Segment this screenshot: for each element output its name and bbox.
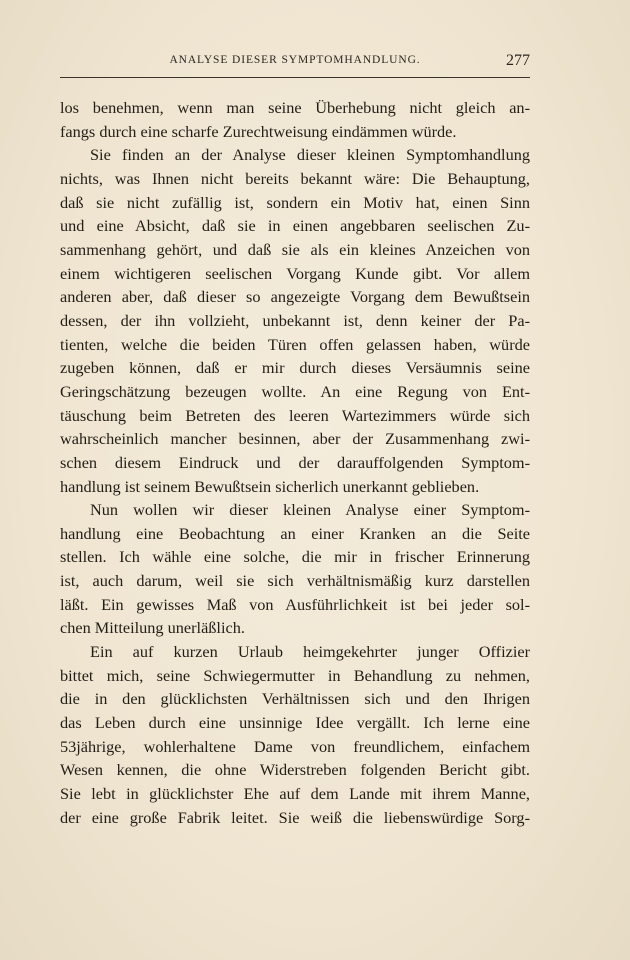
- page-number: 277: [506, 52, 530, 69]
- text-line: und eine Absicht, daß sie in einen angebbaren seelischen Zu-: [60, 216, 530, 236]
- text-line: einem wichtigeren seelischen Vorgang Kunde gibt. Vor allem: [60, 263, 530, 283]
- text-line: fangs durch eine scharfe Zurechtweisung eindämmen würde.: [60, 121, 457, 141]
- text-line: täuschung beim Betreten des leeren Wartezimmers würde sich: [60, 405, 530, 425]
- text-line: 53jährige, wohlerhaltene Dame von freundlichem, einfachem: [60, 736, 530, 756]
- page-header: [60, 52, 530, 74]
- text-line: läßt. Ein gewisses Maß von Ausführlichkeit ist bei jeder sol-: [60, 594, 530, 614]
- text-line: Wesen kennen, die ohne Widerstreben folgenden Bericht gibt.: [60, 760, 530, 780]
- text-line: schen diesem Eindruck und der darauffolgenden Symptom-: [60, 452, 530, 472]
- text-line: Sie lebt in glücklichster Ehe auf dem Lande mit ihrem Manne,: [60, 784, 530, 804]
- header-rule: [60, 77, 530, 78]
- text-line: stellen. Ich wähle eine solche, die mir in frischer Erinnerung: [60, 547, 530, 567]
- text-line: Ein auf kurzen Urlaub heimgekehrter junger Offizier: [90, 642, 530, 662]
- text-line: Geringschätzung bezeugen wollte. An eine Regung von Ent-: [60, 381, 530, 401]
- text-line: wahrscheinlich mancher besinnen, aber der Zusammenhang zwi-: [60, 429, 530, 449]
- text-line: die in den glücklichsten Verhältnissen sich und den Ihrigen: [60, 689, 530, 709]
- text-line: nichts, was Ihnen nicht bereits bekannt wäre: Die Behauptung,: [60, 168, 530, 188]
- text-line: tienten, welche die beiden Türen offen gelassen haben, würde: [60, 334, 530, 354]
- text-line: das Leben durch eine unsinnige Idee vergällt. Ich lerne eine: [60, 713, 530, 733]
- text-line: ist, auch darum, weil sie sich verhältnismäßig kurz darstellen: [60, 571, 530, 591]
- text-line: anderen aber, daß dieser so angezeigte Vorgang dem Bewußtsein: [60, 287, 530, 307]
- running-head: ANALYSE DIESER SYMPTOMHANDLUNG.: [169, 54, 421, 66]
- body-text: [60, 96, 530, 829]
- text-line: daß sie nicht zufällig ist, sondern ein Motiv hat, einen Sinn: [60, 192, 530, 212]
- text-line: handlung eine Beobachtung an einer Kranken an die Seite: [60, 523, 530, 543]
- text-line: bittet mich, seine Schwiegermutter in Behandlung zu nehmen,: [60, 665, 530, 685]
- text-line: Nun wollen wir dieser kleinen Analyse einer Symptom-: [90, 500, 530, 520]
- text-line: handlung ist seinem Bewußtsein sicherlich unerkannt geblieben.: [60, 476, 480, 496]
- text-line: sammenhang gehört, und daß sie als ein kleines Anzeichen von: [60, 239, 530, 259]
- text-line: los benehmen, wenn man seine Überhebung nicht gleich an-: [60, 98, 530, 117]
- text-line: dessen, der ihn vollzieht, unbekannt ist, denn keiner der Pa-: [60, 310, 530, 330]
- text-line: chen Mitteilung unerläßlich.: [60, 618, 245, 638]
- text-line: der eine große Fabrik leitet. Sie weiß die liebenswürdige Sorg-: [60, 807, 530, 827]
- text-line: Sie finden an der Analyse dieser kleinen Symptomhandlung: [90, 145, 530, 165]
- text-line: zugeben können, daß er mir durch dieses Versäumnis seine: [60, 358, 530, 378]
